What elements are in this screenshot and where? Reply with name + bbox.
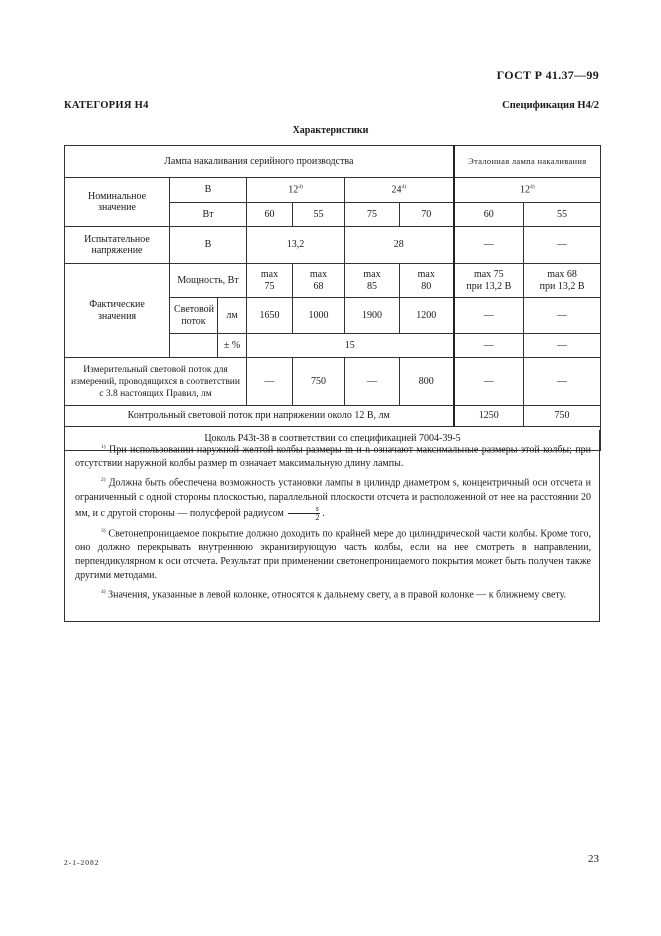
serial-lamp-header: Лампа накаливания серийного производства (65, 146, 454, 178)
flux-unit: лм (218, 298, 247, 334)
nominal-watt-unit: Вт (170, 203, 247, 227)
footnote-3: $^{3)}$ Светонепроницаемое покрытие должно доходить по крайней мере до цилиндрической части колбы. Кроме того, оно должно перекрывать внутреннюю экранизирующую часть колбы, если на нее смотреть в направлении, перпендикулярном к оси отсчета. Результат при применении светонепроницаемого покрытия может быть получен также другими методами. (75, 527, 592, 581)
table-row (65, 227, 601, 264)
table-cell: 55 (293, 203, 345, 227)
table-cell: — (454, 334, 524, 358)
table-cell: max 68 (293, 264, 345, 298)
standard-number: ГОСТ Р 41.37—99 (496, 68, 599, 82)
specification-label: Спецификация H4/2 (502, 100, 599, 111)
tolerance-unit: ± % (218, 334, 247, 358)
table-row (65, 406, 601, 427)
table-cell: — (524, 227, 601, 264)
table-cell: 1000 (293, 298, 345, 334)
table-cell: max 75 при 13,2 В (454, 264, 524, 298)
page-number: 23 (588, 853, 599, 865)
test-voltage-unit: В (170, 227, 247, 264)
table-cell: 75 (345, 203, 400, 227)
table-cell: 1250 (454, 406, 524, 427)
table-cell: — (454, 227, 524, 264)
tolerance-value: 15 (247, 334, 454, 358)
table-cell: max 75 (247, 264, 293, 298)
flux-label: Световой поток (170, 298, 218, 334)
test-voltage-2: 28 (345, 227, 454, 264)
table-cell: 800 (400, 358, 454, 406)
nominal-12v: 12$^{4)}$ (247, 178, 345, 203)
table-cell: — (345, 358, 400, 406)
footnote-2: $^{2)}$ Должна быть обеспечена возможность установки лампы в цилиндр диаметром s, концентричный оси отсчета и ограниченный с одной стороны плоскостью, параллельной плоскости отсчета и расположенной от нее на расстоянии 20 мм, и с другой стороны — полусферой радиусом $\frac{s}{2}$ . (75, 477, 592, 522)
table-cell: — (524, 298, 601, 334)
table-cell: — (524, 334, 601, 358)
footnote-4: $^{4)}$ Значения, указанные в левой колонке, относятся к дальнему свету, а в правой колонке — к ближнему свету. (101, 588, 567, 601)
table-cell: 60 (247, 203, 293, 227)
table-cell: 1200 (400, 298, 454, 334)
table-cell: 1900 (345, 298, 400, 334)
table-cell: — (247, 358, 293, 406)
table-cell: max 85 (345, 264, 400, 298)
footnotes (64, 430, 600, 622)
table-cell: 70 (400, 203, 454, 227)
table-cell: 750 (524, 406, 601, 427)
table-cell: — (454, 358, 524, 406)
table-cell: max 80 (400, 264, 454, 298)
measuring-flux-label: Измерительный световой поток для измерений, проводящихся в соответствии с 3.8 настоящих Правил, лм (65, 358, 247, 406)
nominal-volt-unit: В (170, 178, 247, 203)
table-cell: 55 (524, 203, 601, 227)
footnote-1: $^{1)}$ При использовании наружной желтой колбы размеры m и n означают максимальные размеры этой колбы; при отсутствии наружной колбы размер m означает максимальную длину лампы. (75, 444, 592, 470)
nominal-24v: 24$^{4)}$ (345, 178, 454, 203)
table-cell: max 68 при 13,2 В (524, 264, 601, 298)
table-row (65, 178, 601, 203)
power-label: Мощность, Вт (170, 264, 247, 298)
table-cell: 1650 (247, 298, 293, 334)
test-voltage-label: Испытательное напряжение (65, 227, 170, 264)
table-header-row (65, 146, 601, 178)
print-code: 2-1-2082 (64, 858, 100, 867)
test-voltage-1: 13,2 (247, 227, 345, 264)
nominal-label: Номинальное значение (65, 178, 170, 227)
table-cell: 60 (454, 203, 524, 227)
category-label: КАТЕГОРИЯ H4 (64, 100, 149, 111)
control-flux-label: Контрольный световой поток при напряжении около 12 В, лм (65, 406, 454, 427)
nominal-ref-v: 12$^{4)}$ (454, 178, 601, 203)
fraction-s-over-2: $\frac{s}{2}$ (288, 505, 320, 522)
section-title: Характеристики (292, 125, 369, 136)
base-label: Цоколь P43t-38 в соответствии со спецификацией 7004-39-5 (65, 427, 601, 451)
table-cell: — (454, 298, 524, 334)
table-cell: — (524, 358, 601, 406)
table-cell: 750 (293, 358, 345, 406)
table-row (65, 264, 601, 298)
actual-values-label: Фактические значения (65, 264, 170, 358)
table-row (65, 358, 601, 406)
reference-lamp-header: Эталонная лампа накаливания (454, 146, 601, 178)
characteristics-table (64, 145, 601, 451)
